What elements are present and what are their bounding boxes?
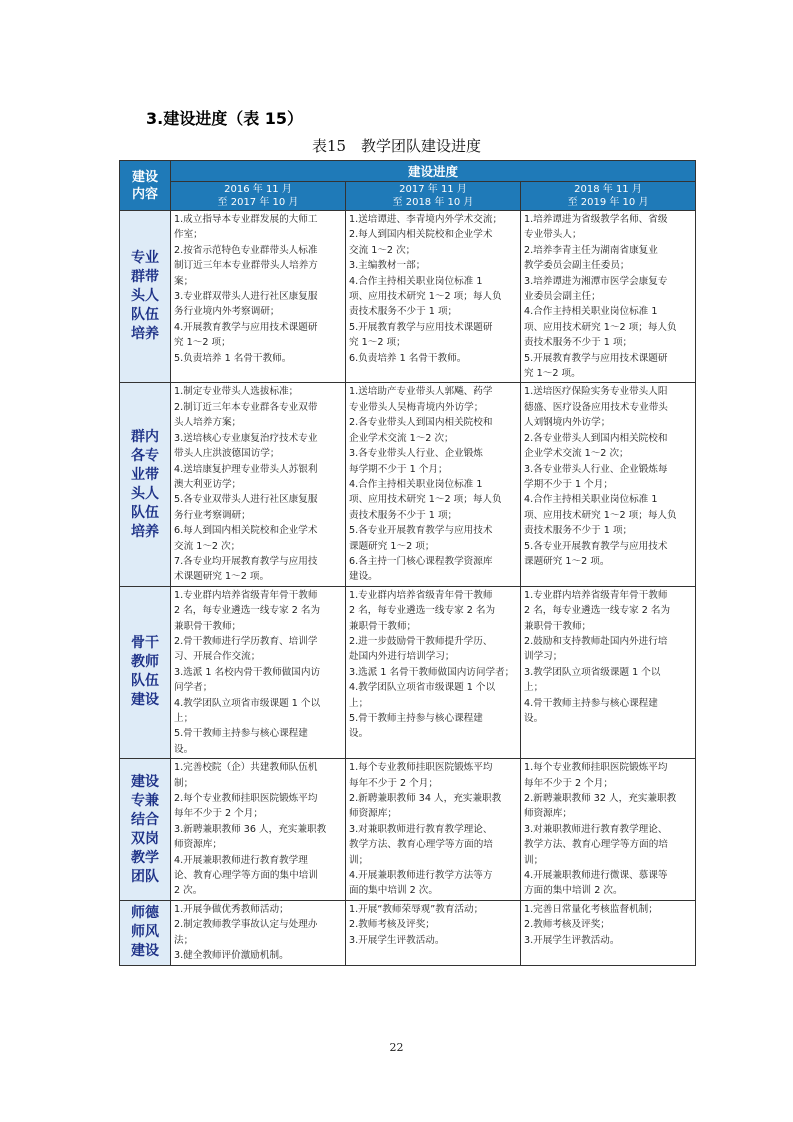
row-label-line: 骨干 bbox=[131, 635, 159, 652]
row-label-line: 团队 bbox=[131, 868, 159, 885]
row-label-line: 建设 bbox=[131, 943, 159, 960]
cell-line: 人刘钢境内外访学； bbox=[524, 417, 611, 429]
cell-line: 每年不少于 2 个月； bbox=[349, 777, 438, 789]
cell-line: 师资源库； bbox=[174, 839, 222, 851]
cell-line: 5.各专业开展教育教学与应用技术 bbox=[349, 525, 493, 537]
cell-line: 2.教师考核及评奖； bbox=[524, 919, 610, 931]
cell-line: 上； bbox=[524, 682, 544, 694]
cell-line: 问学者； bbox=[174, 682, 213, 694]
cell-line: 1.每个专业教师挂职医院锻炼平均 bbox=[349, 762, 493, 774]
cell-line: 责技术服务不少于 1 项； bbox=[524, 337, 633, 349]
cell-line: 企业学术交流 1～2 次； bbox=[349, 432, 454, 444]
cell-line: 企业学术交流 1～2 次； bbox=[524, 448, 629, 460]
row-label-line: 队伍 bbox=[131, 504, 159, 521]
table-row bbox=[120, 211, 696, 383]
cell-line: 5.负责培养 1 名骨干教师。 bbox=[174, 352, 292, 364]
cell-line: 3.对兼职教师进行教育教学理论、 bbox=[524, 823, 668, 835]
cell-line: 4.开展兼职教师进行微课、慕课等 bbox=[524, 870, 668, 882]
row-label-line: 教师 bbox=[131, 654, 159, 671]
cell-line: 项、应用技术研究 1～2 项；每人负 bbox=[349, 494, 502, 506]
header-corner-line: 内容 bbox=[131, 186, 158, 202]
cell-line: 2.各专业带头人到国内相关院校和 bbox=[349, 417, 493, 429]
row-label-line: 建设 bbox=[131, 692, 159, 709]
cell-line: 3.新聘兼职教师 36 人，充实兼职教 bbox=[174, 823, 327, 835]
table-caption: 表15 教学团队建设进度 bbox=[311, 137, 482, 155]
cell-line: 究 1～2 项； bbox=[349, 337, 406, 349]
cell-line: 责技术服务不少于 1 项； bbox=[349, 509, 458, 521]
cell-line: 3.专业群双带头人进行社区康复服 bbox=[174, 291, 318, 303]
row-label-line: 培养 bbox=[131, 523, 159, 540]
cell-line: 教学委员会副主任委员； bbox=[524, 260, 630, 272]
cell-line: 1.送培医疗保险实务专业带头人阳 bbox=[524, 386, 668, 398]
cell-line: 项、应用技术研究 1～2 项；每人负 bbox=[524, 321, 677, 333]
cell-line: 1.成立指导本专业群发展的大师工 bbox=[174, 214, 318, 225]
row-label-line: 头人 bbox=[131, 485, 159, 502]
cell-line: 术课题研究 1～2 项。 bbox=[174, 571, 270, 583]
cell-line: 作室； bbox=[174, 229, 203, 241]
cell-line: 2.教师考核及评奖； bbox=[349, 919, 435, 931]
cell-line: 1.每个专业教师挂职医院锻炼平均 bbox=[524, 762, 668, 774]
cell-line: 3.各专业带头人行业、企业锻炼 bbox=[349, 448, 483, 460]
cell-line: 3.主编教材一部； bbox=[349, 260, 426, 272]
cell-line: 2.新聘兼职教师 32 人，充实兼职教 bbox=[524, 793, 677, 805]
row-label-line: 专兼 bbox=[131, 792, 159, 809]
cell-line: 方面的集中培训 2 次。 bbox=[524, 885, 623, 897]
cell-line: 3.各专业带头人行业、企业锻炼每 bbox=[524, 463, 668, 475]
progress-cell bbox=[346, 900, 521, 965]
row-label-line: 群带 bbox=[131, 269, 159, 286]
header-period-3 bbox=[521, 182, 696, 211]
cell-line: 4.合作主持相关职业岗位标准 1 bbox=[524, 494, 658, 506]
cell-line: 2.骨干教师进行学历教育、培训学 bbox=[174, 635, 318, 647]
cell-line: 务行业考察调研； bbox=[174, 509, 251, 521]
cell-line: 德盛、医疗设备应用技术专业带头 bbox=[524, 401, 668, 413]
cell-line: 建设。 bbox=[349, 571, 378, 583]
cell-line: 6.负责培养 1 名骨干教师。 bbox=[349, 352, 467, 364]
header-corner-line: 建设 bbox=[131, 169, 158, 185]
cell-line: 1.开展争做优秀教师活动； bbox=[174, 903, 289, 915]
cell-line: 教学方法、教育心理学等方面的培 bbox=[349, 839, 493, 851]
row-label-line: 教学 bbox=[131, 849, 159, 866]
cell-line: 学期不少于 1 个月； bbox=[524, 478, 613, 490]
cell-line: 2 次。 bbox=[174, 885, 203, 897]
row-label bbox=[120, 900, 171, 965]
period-line: 2017 年 11 月 bbox=[399, 184, 467, 195]
cell-line: 法； bbox=[174, 934, 194, 946]
section-heading: 3.建设进度（表 15） bbox=[146, 109, 304, 128]
row-label-line: 双岗 bbox=[131, 830, 159, 847]
cell-line: 1.送培助产专业带头人郭飚、药学 bbox=[349, 386, 493, 398]
progress-cell bbox=[346, 586, 521, 758]
table-row bbox=[120, 586, 696, 758]
period-line: 至 2019 年 10 月 bbox=[567, 197, 649, 208]
cell-line: 4.合作主持相关职业岗位标准 1 bbox=[524, 306, 658, 318]
cell-line: 2 名，每专业遴选一线专家 2 名为 bbox=[174, 605, 321, 617]
cell-line: 2.按省示范特色专业群带头人标准 bbox=[174, 244, 318, 256]
cell-line: 2.进一步鼓励骨干教师提升学历、 bbox=[349, 635, 493, 647]
progress-cell bbox=[521, 900, 696, 965]
cell-line: 2.每个专业教师挂职医院锻炼平均 bbox=[174, 793, 318, 805]
cell-line: 2.制订近三年本专业群各专业双带 bbox=[174, 401, 318, 413]
progress-cell bbox=[521, 211, 696, 383]
cell-line: 1.专业群内培养省级青年骨干教师 bbox=[349, 589, 493, 601]
row-label bbox=[120, 586, 171, 758]
progress-cell bbox=[521, 586, 696, 758]
header-period-2 bbox=[346, 182, 521, 211]
row-label-line: 业带 bbox=[131, 466, 159, 483]
cell-line: 4.骨干教师主持参与核心课程建 bbox=[524, 697, 658, 709]
cell-line: 设。 bbox=[349, 728, 369, 740]
cell-line: 1.开展“教师荣辱观”教育活动； bbox=[349, 903, 484, 915]
cell-line: 课题研究 1～2 项。 bbox=[524, 555, 610, 567]
cell-line: 上； bbox=[349, 697, 369, 709]
cell-line: 4.合作主持相关职业岗位标准 1 bbox=[349, 478, 483, 490]
progress-cell bbox=[521, 759, 696, 901]
cell-line: 兼职骨干教师； bbox=[524, 620, 592, 632]
cell-line: 制订近三年本专业群带头人培养方 bbox=[174, 260, 318, 272]
cell-line: 制； bbox=[174, 777, 194, 789]
cell-line: 师资源库； bbox=[524, 808, 572, 820]
cell-line: 交流 1～2 次； bbox=[349, 244, 416, 256]
cell-line: 4.教学团队立项省市级课题 1 个以 bbox=[349, 682, 496, 694]
cell-line: 究 1～2 项； bbox=[174, 337, 231, 349]
cell-line: 每学期不少于 1 个月； bbox=[349, 463, 448, 475]
cell-line: 训； bbox=[349, 854, 369, 866]
cell-line: 论、教育心理学等方面的集中培训 bbox=[174, 870, 318, 882]
cell-line: 1.专业群内培养省级青年骨干教师 bbox=[524, 589, 668, 601]
period-line: 至 2017 年 10 月 bbox=[217, 197, 299, 208]
cell-line: 4.开展兼职教师进行教学方法等方 bbox=[349, 870, 493, 882]
cell-line: 兼职骨干教师； bbox=[349, 620, 417, 632]
page-number: 22 bbox=[389, 1041, 404, 1054]
cell-line: 3.开展学生评教活动。 bbox=[349, 934, 445, 946]
progress-cell bbox=[171, 586, 346, 758]
cell-line: 责技术服务不少于 1 项； bbox=[349, 306, 458, 318]
table-row bbox=[120, 900, 696, 965]
cell-line: 训学习； bbox=[524, 651, 563, 663]
period-line: 2018 年 11 月 bbox=[574, 184, 642, 195]
cell-line: 交流 1～2 次； bbox=[174, 540, 241, 552]
period-line: 2016 年 11 月 bbox=[224, 184, 292, 195]
cell-line: 1.完善日常量化考核监督机制； bbox=[524, 903, 658, 915]
cell-line: 6.每人到国内相关院校和企业学术 bbox=[174, 525, 318, 537]
cell-line: 每年不少于 2 个月； bbox=[174, 808, 263, 820]
cell-line: 4.教学团队立项省市级课题 1 个以 bbox=[174, 697, 321, 709]
cell-line: 3.对兼职教师进行教育教学理论、 bbox=[349, 823, 493, 835]
cell-line: 面的集中培训 2 次。 bbox=[349, 885, 438, 897]
progress-cell bbox=[521, 383, 696, 586]
cell-line: 2.每人到国内相关院校和企业学术 bbox=[349, 229, 493, 241]
cell-line: 案； bbox=[174, 275, 194, 287]
cell-line: 2.鼓励和支持教师赴国内外进行培 bbox=[524, 635, 668, 647]
row-label bbox=[120, 383, 171, 586]
cell-line: 赴国内外进行培训学习； bbox=[349, 651, 455, 663]
cell-line: 5.骨干教师主持参与核心课程建 bbox=[349, 713, 483, 724]
progress-cell bbox=[346, 211, 521, 383]
cell-line: 1.制定专业带头人选拔标准； bbox=[174, 386, 299, 398]
cell-line: 2.新聘兼职教师 34 人，充实兼职教 bbox=[349, 793, 502, 805]
cell-line: 设。 bbox=[174, 743, 194, 755]
cell-line: 头人培养方案； bbox=[174, 417, 242, 429]
cell-line: 训； bbox=[524, 854, 544, 866]
row-label-line: 头人 bbox=[131, 288, 159, 305]
cell-line: 1.培养谭进为省级教学名师、省级 bbox=[524, 214, 668, 225]
cell-line: 究 1～2 项。 bbox=[524, 368, 581, 380]
progress-cell bbox=[171, 211, 346, 383]
cell-line: 5.各专业开展教育教学与应用技术 bbox=[524, 540, 668, 552]
cell-line: 课题研究 1～2 项； bbox=[349, 540, 435, 552]
row-label-line: 群内 bbox=[131, 428, 159, 445]
cell-line: 2 名，每专业遴选一线专家 2 名为 bbox=[524, 605, 671, 617]
cell-line: 项、应用技术研究 1～2 项；每人负 bbox=[349, 291, 502, 303]
cell-line: 3.选派 1 名校内骨干教师做国内访 bbox=[174, 666, 321, 678]
table-row bbox=[120, 383, 696, 586]
row-label-line: 队伍 bbox=[131, 307, 159, 324]
progress-cell bbox=[171, 759, 346, 901]
progress-cell bbox=[346, 383, 521, 586]
cell-line: 5.开展教育教学与应用技术课题研 bbox=[524, 352, 668, 364]
row-label bbox=[120, 759, 171, 901]
cell-line: 6.各主持一门核心课程教学资源库 bbox=[349, 555, 493, 567]
header-period-1 bbox=[171, 182, 346, 211]
period-line: 至 2018 年 10 月 bbox=[392, 197, 474, 208]
cell-line: 4.合作主持相关职业岗位标准 1 bbox=[349, 275, 483, 287]
cell-line: 责技术服务不少于 1 项； bbox=[524, 525, 633, 537]
cell-line: 项、应用技术研究 1～2 项；每人负 bbox=[524, 509, 677, 521]
cell-line: 设。 bbox=[524, 713, 544, 724]
cell-line: 3.教学团队立项省级课题 1 个以 bbox=[524, 666, 661, 678]
row-label-line: 建设 bbox=[131, 773, 159, 790]
row-label-line: 专业 bbox=[131, 250, 159, 267]
header-construction-content bbox=[120, 161, 171, 211]
cell-line: 5.各专业双带头人进行社区康复服 bbox=[174, 494, 318, 506]
cell-line: 2.各专业带头人到国内相关院校和 bbox=[524, 432, 668, 444]
progress-cell bbox=[171, 900, 346, 965]
cell-line: 澳大利亚访学； bbox=[174, 478, 242, 490]
table-row bbox=[120, 759, 696, 901]
progress-cell bbox=[346, 759, 521, 901]
cell-line: 上； bbox=[174, 713, 194, 724]
cell-line: 7.各专业均开展教育教学与应用技 bbox=[174, 555, 318, 567]
cell-line: 3.培养谭进为湘潭市医学会康复专 bbox=[524, 275, 668, 287]
cell-line: 3.健全教师评价激励机制。 bbox=[174, 950, 289, 962]
cell-line: 习、开展合作交流； bbox=[174, 651, 261, 663]
cell-line: 业委员会副主任； bbox=[524, 291, 601, 303]
cell-line: 兼职骨干教师； bbox=[174, 620, 242, 632]
header-construction-progress: 建设进度 bbox=[171, 161, 696, 182]
cell-line: 务行业境内外考察调研； bbox=[174, 306, 280, 318]
progress-cell bbox=[171, 383, 346, 586]
cell-line: 2 名，每专业遴选一线专家 2 名为 bbox=[349, 605, 496, 617]
cell-line: 5.骨干教师主持参与核心课程建 bbox=[174, 728, 308, 740]
row-label-line: 培养 bbox=[131, 326, 159, 343]
cell-line: 4.送培康复护理专业带头人苏银利 bbox=[174, 463, 318, 475]
cell-line: 带头人庄洪波德国访学； bbox=[174, 448, 280, 460]
row-label bbox=[120, 211, 171, 383]
cell-line: 专业带头人吴梅青境内外访学； bbox=[349, 401, 484, 413]
table-body bbox=[120, 211, 696, 966]
cell-line: 4.开展教育教学与应用技术课题研 bbox=[174, 321, 318, 333]
cell-line: 每年不少于 2 个月； bbox=[524, 777, 613, 789]
cell-line: 2.培养李青主任为湖南省康复业 bbox=[524, 244, 658, 256]
row-label-line: 师风 bbox=[131, 924, 159, 941]
cell-line: 师资源库； bbox=[349, 808, 397, 820]
cell-line: 4.开展兼职教师进行教育教学理 bbox=[174, 854, 308, 866]
cell-line: 3.开展学生评教活动。 bbox=[524, 934, 620, 946]
progress-table bbox=[119, 160, 696, 966]
cell-line: 1.专业群内培养省级青年骨干教师 bbox=[174, 589, 318, 601]
row-label-line: 各专 bbox=[131, 447, 159, 464]
cell-line: 1.完善校院（企）共建教师队伍机 bbox=[174, 762, 318, 774]
cell-line: 3.选派 1 名骨干教师做国内访问学者； bbox=[349, 666, 515, 678]
cell-line: 1.送培谭进、李青境内外学术交流； bbox=[349, 214, 503, 225]
cell-line: 2.制定教师教学事故认定与处理办 bbox=[174, 919, 318, 931]
row-label-line: 结合 bbox=[131, 811, 159, 828]
cell-line: 5.开展教育教学与应用技术课题研 bbox=[349, 321, 493, 333]
row-label-line: 队伍 bbox=[131, 673, 159, 690]
row-label-line: 师德 bbox=[131, 905, 159, 922]
cell-line: 3.送培核心专业康复治疗技术专业 bbox=[174, 432, 318, 444]
cell-line: 教学方法、教育心理学等方面的培 bbox=[524, 839, 668, 851]
cell-line: 专业带头人； bbox=[524, 229, 582, 241]
